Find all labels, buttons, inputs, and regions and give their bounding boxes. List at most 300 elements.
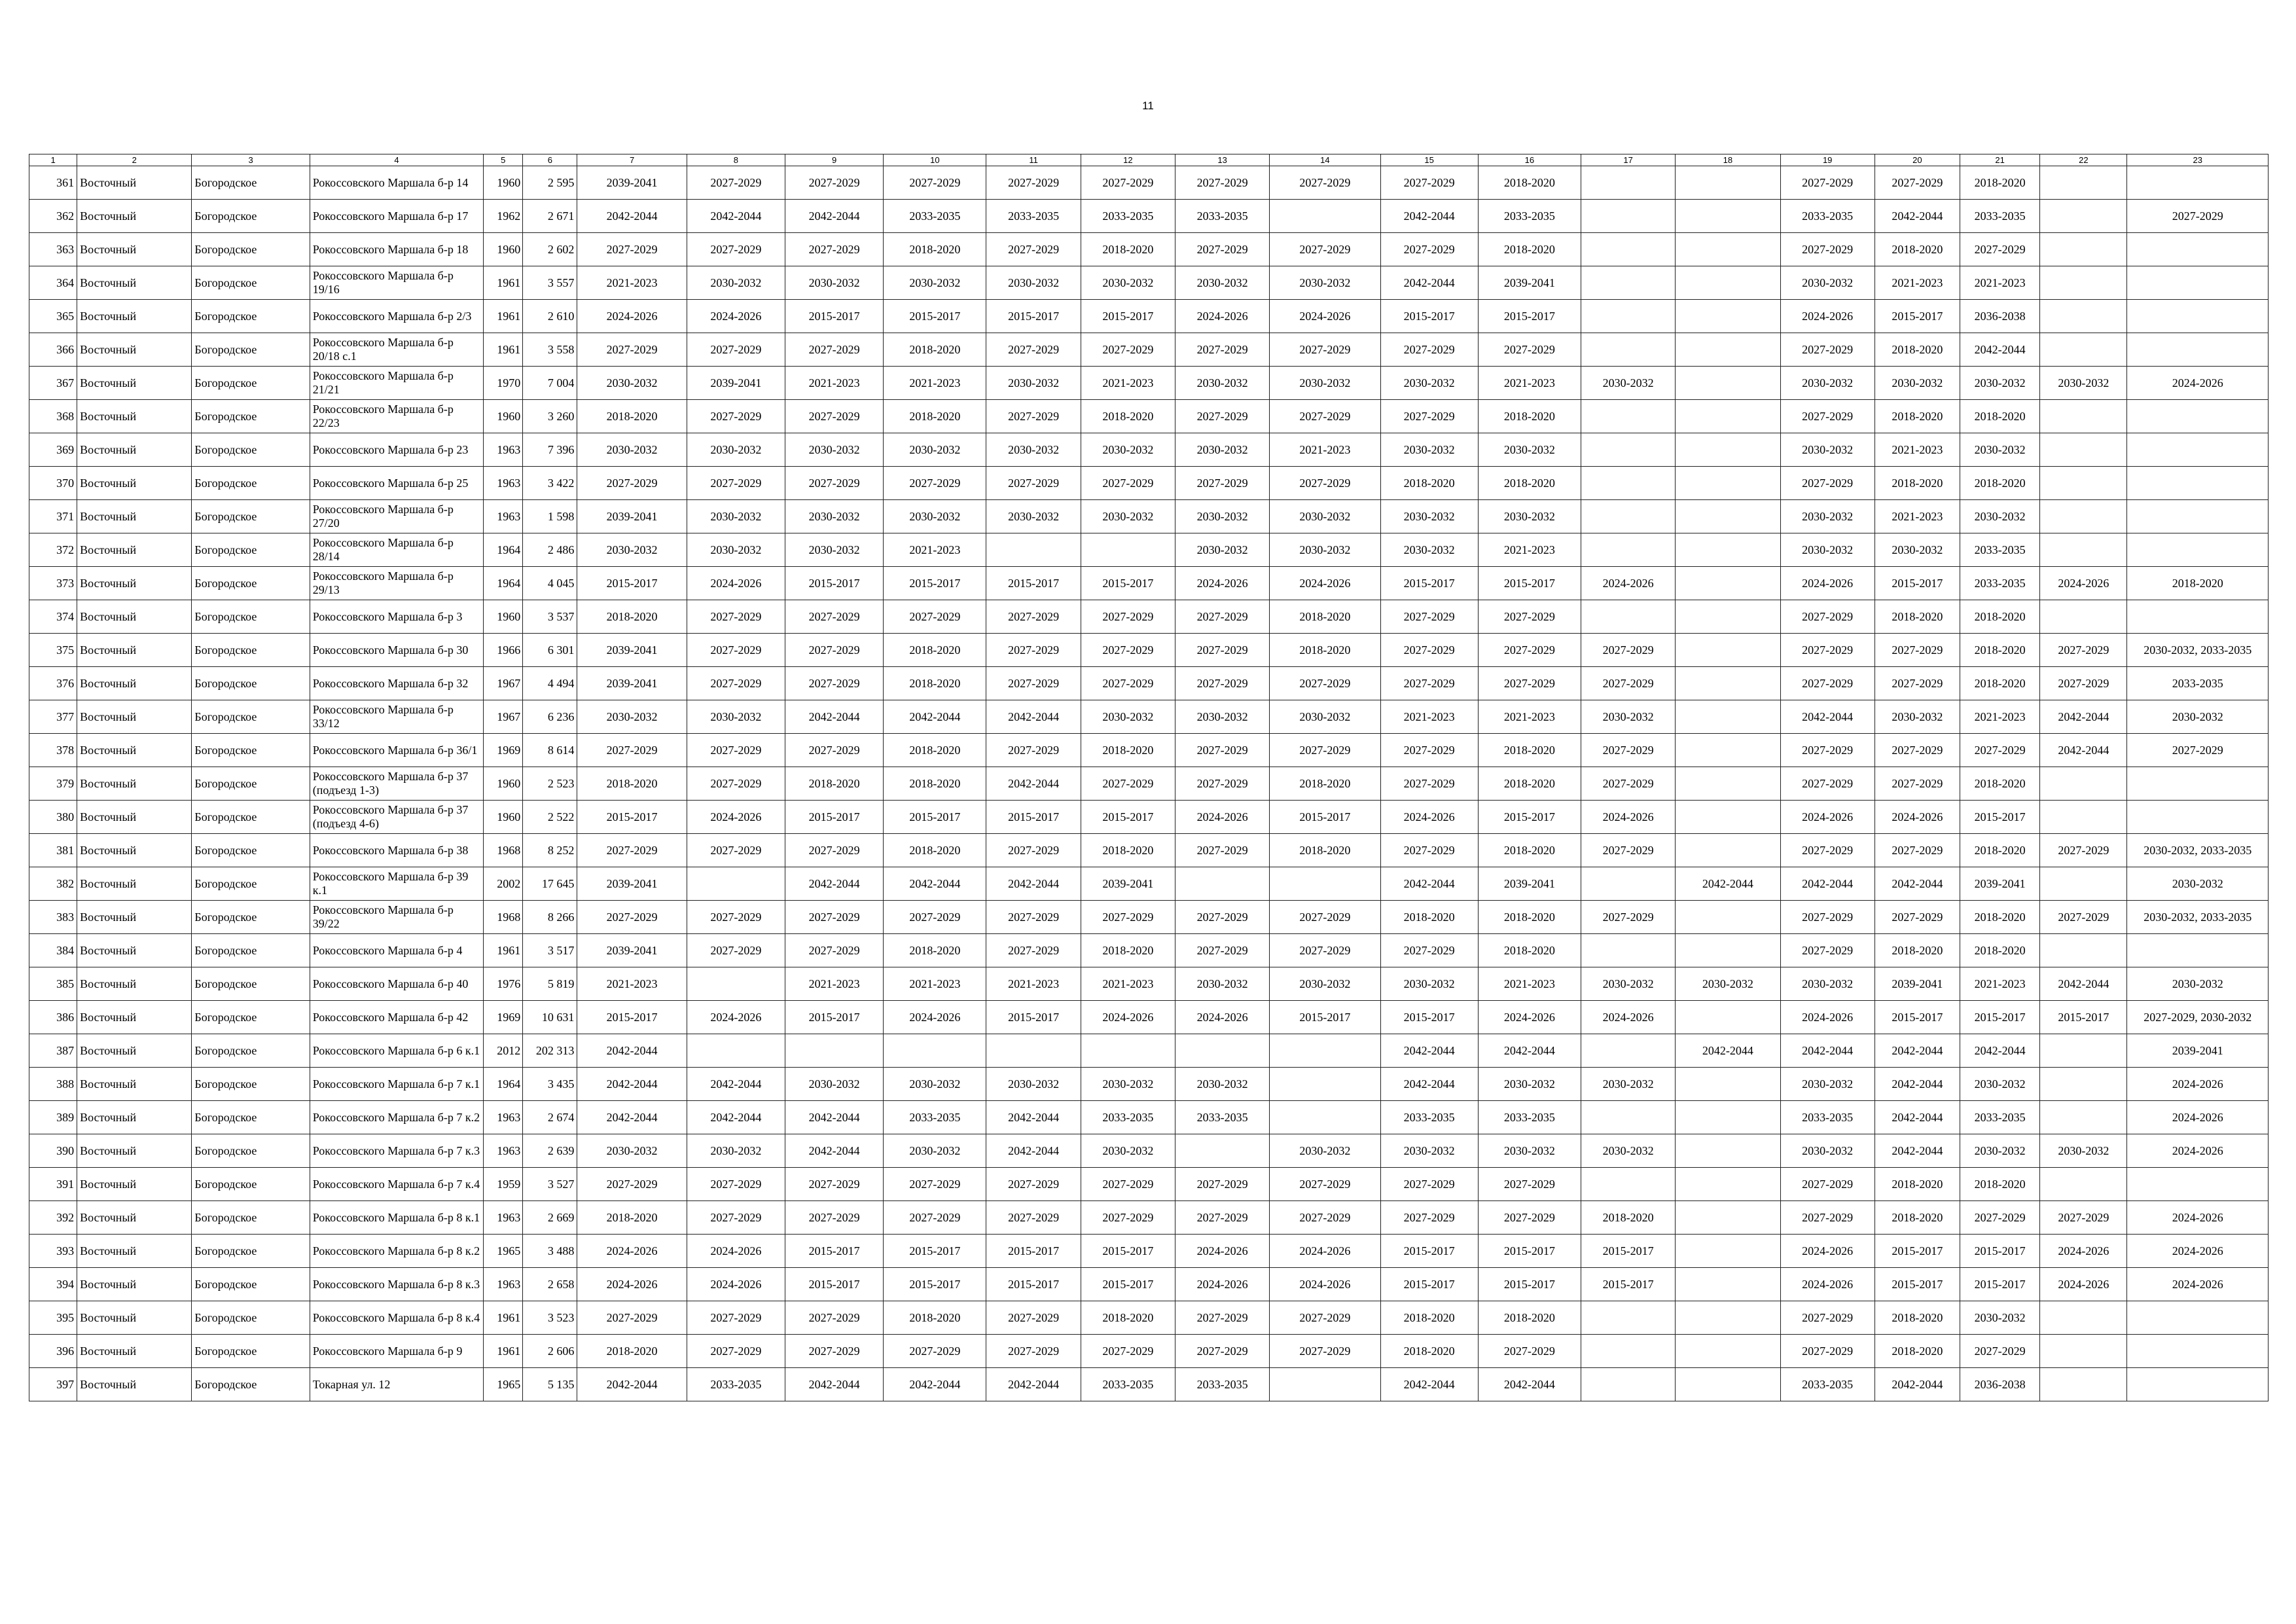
table-row: [29, 467, 2269, 500]
period-col-14-cell: [1270, 1101, 1380, 1134]
period-col-8-cell: 2027-2029: [687, 233, 785, 266]
period-col-7-cell: 2042-2044: [577, 1101, 687, 1134]
build-year-cell: 1962: [484, 200, 523, 233]
address-cell: Рокоссовского Маршала б-р 30: [310, 634, 483, 667]
address-cell: Рокоссовского Маршала б-р 7 к.4: [310, 1168, 483, 1201]
period-col-9-cell: 2015-2017: [785, 300, 883, 333]
area-name-cell: Богородское: [192, 1335, 310, 1368]
total-area-cell: 3 537: [523, 600, 577, 634]
period-col-12-cell: 2039-2041: [1081, 867, 1175, 901]
period-col-15-cell: 2027-2029: [1380, 767, 1478, 801]
period-col-7-cell: 2039-2041: [577, 634, 687, 667]
period-col-22-cell: [2040, 333, 2127, 367]
period-col-20-cell: 2015-2017: [1874, 1235, 1960, 1268]
district-cell: Восточный: [77, 200, 192, 233]
period-col-8-cell: 2024-2026: [687, 1001, 785, 1034]
area-name-cell: Богородское: [192, 634, 310, 667]
period-col-13-cell: 2027-2029: [1175, 1201, 1269, 1235]
period-col-14-cell: 2024-2026: [1270, 567, 1380, 600]
period-col-15-cell: 2024-2026: [1380, 801, 1478, 834]
period-col-22-cell: 2015-2017: [2040, 1001, 2127, 1034]
period-col-16-cell: 2042-2044: [1478, 1368, 1581, 1401]
table-row: [29, 433, 2269, 467]
area-name-cell: Богородское: [192, 700, 310, 734]
period-col-9-cell: 2021-2023: [785, 967, 883, 1001]
period-col-17-cell: 2027-2029: [1581, 634, 1676, 667]
build-year-cell: 1970: [484, 367, 523, 400]
period-col-22-cell: [2040, 400, 2127, 433]
period-col-8-cell: 2027-2029: [687, 734, 785, 767]
period-col-18-cell: [1676, 1335, 1780, 1368]
period-col-9-cell: 2015-2017: [785, 1235, 883, 1268]
area-name-cell: Богородское: [192, 1235, 310, 1268]
period-col-12-cell: 2027-2029: [1081, 667, 1175, 700]
period-col-18-cell: [1676, 801, 1780, 834]
period-col-9-cell: 2027-2029: [785, 901, 883, 934]
period-col-7-cell: 2027-2029: [577, 834, 687, 867]
period-col-9-cell: 2015-2017: [785, 1001, 883, 1034]
period-col-12-cell: 2027-2029: [1081, 333, 1175, 367]
row-number-cell: 388: [29, 1068, 77, 1101]
period-col-16-cell: 2033-2035: [1478, 200, 1581, 233]
period-col-12-cell: 2027-2029: [1081, 1335, 1175, 1368]
total-area-cell: 6 301: [523, 634, 577, 667]
period-col-21-cell: 2018-2020: [1960, 400, 2040, 433]
period-col-11-cell: 2027-2029: [986, 734, 1081, 767]
period-col-15-cell: 2030-2032: [1380, 1134, 1478, 1168]
period-col-19-cell: 2027-2029: [1780, 634, 1874, 667]
period-col-14-cell: 2027-2029: [1270, 166, 1380, 200]
period-col-21-cell: 2015-2017: [1960, 1268, 2040, 1301]
period-col-21-cell: 2027-2029: [1960, 1335, 2040, 1368]
period-col-18-cell: 2042-2044: [1676, 1034, 1780, 1068]
period-col-18-cell: [1676, 834, 1780, 867]
period-col-13-cell: 2024-2026: [1175, 801, 1269, 834]
period-col-20-cell: 2018-2020: [1874, 467, 1960, 500]
period-col-16-cell: 2027-2029: [1478, 333, 1581, 367]
row-number-cell: 384: [29, 934, 77, 967]
table-row: [29, 600, 2269, 634]
period-col-15-cell: 2042-2044: [1380, 200, 1478, 233]
period-col-19-cell: 2042-2044: [1780, 700, 1874, 734]
period-col-16-cell: 2015-2017: [1478, 567, 1581, 600]
period-col-16-cell: 2030-2032: [1478, 1068, 1581, 1101]
period-col-8-cell: [687, 967, 785, 1001]
period-col-13-cell: 2027-2029: [1175, 934, 1269, 967]
period-col-19-cell: 2042-2044: [1780, 867, 1874, 901]
period-col-22-cell: 2030-2032: [2040, 367, 2127, 400]
total-area-cell: 2 610: [523, 300, 577, 333]
period-col-12-cell: 2033-2035: [1081, 1368, 1175, 1401]
row-number-cell: 390: [29, 1134, 77, 1168]
schedule-table: [29, 154, 2269, 1401]
address-cell: Рокоссовского Маршала б-р 4: [310, 934, 483, 967]
table-row: [29, 200, 2269, 233]
total-area-cell: 8 266: [523, 901, 577, 934]
period-col-9-cell: 2030-2032: [785, 433, 883, 467]
period-col-19-cell: 2030-2032: [1780, 367, 1874, 400]
total-area-cell: 2 639: [523, 1134, 577, 1168]
row-number-cell: 368: [29, 400, 77, 433]
table-row: [29, 233, 2269, 266]
period-col-20-cell: 2027-2029: [1874, 767, 1960, 801]
area-name-cell: Богородское: [192, 367, 310, 400]
period-col-8-cell: 2027-2029: [687, 1301, 785, 1335]
period-col-13-cell: 2027-2029: [1175, 767, 1269, 801]
total-area-cell: 2 669: [523, 1201, 577, 1235]
period-col-16-cell: 2027-2029: [1478, 667, 1581, 700]
period-col-20-cell: 2027-2029: [1874, 634, 1960, 667]
period-col-13-cell: 2027-2029: [1175, 400, 1269, 433]
area-name-cell: Богородское: [192, 1101, 310, 1134]
period-col-21-cell: 2015-2017: [1960, 1235, 2040, 1268]
period-col-21-cell: 2018-2020: [1960, 600, 2040, 634]
period-col-15-cell: 2027-2029: [1380, 667, 1478, 700]
page-number: 11: [1142, 99, 1154, 112]
period-col-16-cell: 2021-2023: [1478, 967, 1581, 1001]
period-col-7-cell: 2030-2032: [577, 700, 687, 734]
row-number-cell: 397: [29, 1368, 77, 1401]
period-col-9-cell: 2027-2029: [785, 1335, 883, 1368]
period-col-19-cell: 2027-2029: [1780, 767, 1874, 801]
period-col-20-cell: 2015-2017: [1874, 1001, 1960, 1034]
period-col-22-cell: 2042-2044: [2040, 700, 2127, 734]
period-col-14-cell: [1270, 1368, 1380, 1401]
period-col-17-cell: [1581, 333, 1676, 367]
period-col-12-cell: 2018-2020: [1081, 834, 1175, 867]
build-year-cell: 1963: [484, 500, 523, 533]
period-col-11-cell: 2030-2032: [986, 433, 1081, 467]
period-col-20-cell: 2018-2020: [1874, 1168, 1960, 1201]
address-cell: Рокоссовского Маршала б-р 39/22: [310, 901, 483, 934]
district-cell: Восточный: [77, 166, 192, 200]
period-col-9-cell: 2042-2044: [785, 1368, 883, 1401]
period-col-17-cell: 2030-2032: [1581, 1068, 1676, 1101]
period-col-17-cell: [1581, 1168, 1676, 1201]
period-col-22-cell: 2030-2032: [2040, 1134, 2127, 1168]
area-name-cell: Богородское: [192, 467, 310, 500]
table-row: [29, 333, 2269, 367]
area-name-cell: Богородское: [192, 300, 310, 333]
area-name-cell: Богородское: [192, 1034, 310, 1068]
period-col-7-cell: 2021-2023: [577, 266, 687, 300]
period-col-9-cell: 2027-2029: [785, 166, 883, 200]
period-col-20-cell: 2042-2044: [1874, 200, 1960, 233]
period-col-8-cell: 2027-2029: [687, 901, 785, 934]
address-cell: Рокоссовского Маршала б-р 19/16: [310, 266, 483, 300]
period-col-7-cell: 2015-2017: [577, 1001, 687, 1034]
period-col-12-cell: 2018-2020: [1081, 1301, 1175, 1335]
period-col-18-cell: [1676, 901, 1780, 934]
district-cell: Восточный: [77, 1101, 192, 1134]
period-col-9-cell: 2042-2044: [785, 1101, 883, 1134]
period-col-11-cell: [986, 1034, 1081, 1068]
period-col-23-cell: 2024-2026: [2127, 367, 2269, 400]
district-cell: Восточный: [77, 934, 192, 967]
period-col-15-cell: 2027-2029: [1380, 400, 1478, 433]
column-number-16: 16: [1478, 154, 1581, 166]
row-number-cell: 379: [29, 767, 77, 801]
period-col-22-cell: [2040, 500, 2127, 533]
period-col-12-cell: 2030-2032: [1081, 266, 1175, 300]
period-col-22-cell: 2024-2026: [2040, 567, 2127, 600]
period-col-23-cell: [2127, 1301, 2269, 1335]
period-col-9-cell: 2030-2032: [785, 533, 883, 567]
period-col-19-cell: 2030-2032: [1780, 1068, 1874, 1101]
period-col-14-cell: 2030-2032: [1270, 266, 1380, 300]
row-number-cell: 374: [29, 600, 77, 634]
column-number-4: 4: [310, 154, 483, 166]
period-col-14-cell: 2030-2032: [1270, 367, 1380, 400]
period-col-19-cell: 2027-2029: [1780, 667, 1874, 700]
period-col-17-cell: 2027-2029: [1581, 834, 1676, 867]
period-col-16-cell: 2018-2020: [1478, 400, 1581, 433]
column-number-3: 3: [192, 154, 310, 166]
total-area-cell: 2 658: [523, 1268, 577, 1301]
period-col-14-cell: 2021-2023: [1270, 433, 1380, 467]
period-col-13-cell: 2027-2029: [1175, 667, 1269, 700]
period-col-20-cell: 2027-2029: [1874, 901, 1960, 934]
row-number-cell: 380: [29, 801, 77, 834]
period-col-18-cell: [1676, 533, 1780, 567]
period-col-20-cell: 2021-2023: [1874, 266, 1960, 300]
period-col-11-cell: 2027-2029: [986, 1335, 1081, 1368]
column-number-7: 7: [577, 154, 687, 166]
period-col-22-cell: 2027-2029: [2040, 834, 2127, 867]
period-col-20-cell: 2021-2023: [1874, 500, 1960, 533]
address-cell: Рокоссовского Маршала б-р 23: [310, 433, 483, 467]
period-col-19-cell: 2027-2029: [1780, 1301, 1874, 1335]
address-cell: Рокоссовского Маршала б-р 8 к.3: [310, 1268, 483, 1301]
period-col-21-cell: 2033-2035: [1960, 533, 2040, 567]
column-number-10: 10: [884, 154, 986, 166]
table-row: [29, 400, 2269, 433]
area-name-cell: Богородское: [192, 867, 310, 901]
period-col-14-cell: 2030-2032: [1270, 967, 1380, 1001]
column-number-15: 15: [1380, 154, 1478, 166]
address-cell: Рокоссовского Маршала б-р 21/21: [310, 367, 483, 400]
period-col-18-cell: [1676, 433, 1780, 467]
period-col-23-cell: 2024-2026: [2127, 1235, 2269, 1268]
table-row: [29, 901, 2269, 934]
period-col-21-cell: 2030-2032: [1960, 500, 2040, 533]
period-col-13-cell: 2027-2029: [1175, 1301, 1269, 1335]
district-cell: Восточный: [77, 967, 192, 1001]
period-col-10-cell: 2015-2017: [884, 1235, 986, 1268]
period-col-18-cell: [1676, 1268, 1780, 1301]
period-col-12-cell: 2033-2035: [1081, 1101, 1175, 1134]
period-col-15-cell: 2030-2032: [1380, 367, 1478, 400]
period-col-16-cell: 2018-2020: [1478, 233, 1581, 266]
period-col-18-cell: [1676, 1068, 1780, 1101]
period-col-19-cell: 2027-2029: [1780, 1201, 1874, 1235]
period-col-15-cell: 2018-2020: [1380, 1335, 1478, 1368]
period-col-15-cell: 2030-2032: [1380, 433, 1478, 467]
period-col-23-cell: 2024-2026: [2127, 1268, 2269, 1301]
district-cell: Восточный: [77, 333, 192, 367]
period-col-18-cell: [1676, 1301, 1780, 1335]
period-col-23-cell: 2030-2032, 2033-2035: [2127, 634, 2269, 667]
period-col-11-cell: [986, 533, 1081, 567]
period-col-15-cell: 2030-2032: [1380, 967, 1478, 1001]
period-col-21-cell: 2030-2032: [1960, 1068, 2040, 1101]
period-col-18-cell: [1676, 467, 1780, 500]
period-col-9-cell: 2042-2044: [785, 700, 883, 734]
period-col-11-cell: 2021-2023: [986, 967, 1081, 1001]
period-col-11-cell: 2027-2029: [986, 1301, 1081, 1335]
period-col-21-cell: 2015-2017: [1960, 1001, 2040, 1034]
period-col-20-cell: 2018-2020: [1874, 934, 1960, 967]
period-col-17-cell: [1581, 233, 1676, 266]
column-number-20: 20: [1874, 154, 1960, 166]
period-col-16-cell: 2021-2023: [1478, 533, 1581, 567]
period-col-13-cell: 2030-2032: [1175, 500, 1269, 533]
row-number-cell: 365: [29, 300, 77, 333]
period-col-21-cell: 2018-2020: [1960, 767, 2040, 801]
period-col-17-cell: 2018-2020: [1581, 1201, 1676, 1235]
period-col-20-cell: 2042-2044: [1874, 1068, 1960, 1101]
period-col-16-cell: 2042-2044: [1478, 1034, 1581, 1068]
period-col-12-cell: 2015-2017: [1081, 300, 1175, 333]
period-col-16-cell: 2018-2020: [1478, 767, 1581, 801]
period-col-18-cell: [1676, 634, 1780, 667]
period-col-11-cell: 2027-2029: [986, 901, 1081, 934]
row-number-cell: 370: [29, 467, 77, 500]
row-number-cell: 381: [29, 834, 77, 867]
period-col-18-cell: [1676, 734, 1780, 767]
period-col-20-cell: 2018-2020: [1874, 1301, 1960, 1335]
period-col-10-cell: 2027-2029: [884, 467, 986, 500]
period-col-16-cell: 2018-2020: [1478, 901, 1581, 934]
row-number-cell: 364: [29, 266, 77, 300]
address-cell: Рокоссовского Маршала б-р 20/18 с.1: [310, 333, 483, 367]
period-col-9-cell: 2018-2020: [785, 767, 883, 801]
period-col-15-cell: 2018-2020: [1380, 901, 1478, 934]
period-col-22-cell: 2042-2044: [2040, 734, 2127, 767]
period-col-9-cell: 2027-2029: [785, 734, 883, 767]
table-row: [29, 1001, 2269, 1034]
period-col-7-cell: 2018-2020: [577, 1335, 687, 1368]
total-area-cell: 2 602: [523, 233, 577, 266]
period-col-10-cell: 2042-2044: [884, 867, 986, 901]
period-col-11-cell: 2027-2029: [986, 1168, 1081, 1201]
table-row: [29, 266, 2269, 300]
period-col-23-cell: [2127, 266, 2269, 300]
period-col-21-cell: 2021-2023: [1960, 266, 2040, 300]
period-col-23-cell: [2127, 1335, 2269, 1368]
period-col-14-cell: 2027-2029: [1270, 667, 1380, 700]
period-col-8-cell: 2030-2032: [687, 533, 785, 567]
column-number-18: 18: [1676, 154, 1780, 166]
district-cell: Восточный: [77, 767, 192, 801]
period-col-23-cell: [2127, 166, 2269, 200]
table-row: [29, 567, 2269, 600]
period-col-7-cell: 2018-2020: [577, 600, 687, 634]
total-area-cell: 202 313: [523, 1034, 577, 1068]
total-area-cell: 3 488: [523, 1235, 577, 1268]
period-col-18-cell: [1676, 1168, 1780, 1201]
period-col-15-cell: 2018-2020: [1380, 1301, 1478, 1335]
period-col-9-cell: 2021-2023: [785, 367, 883, 400]
build-year-cell: 1961: [484, 266, 523, 300]
area-name-cell: Богородское: [192, 500, 310, 533]
table-row: [29, 300, 2269, 333]
period-col-8-cell: 2042-2044: [687, 1101, 785, 1134]
period-col-13-cell: 2024-2026: [1175, 567, 1269, 600]
period-col-20-cell: 2039-2041: [1874, 967, 1960, 1001]
period-col-23-cell: [2127, 533, 2269, 567]
period-col-16-cell: 2030-2032: [1478, 1134, 1581, 1168]
district-cell: Восточный: [77, 600, 192, 634]
period-col-12-cell: 2024-2026: [1081, 1001, 1175, 1034]
period-col-8-cell: 2030-2032: [687, 1134, 785, 1168]
period-col-7-cell: 2042-2044: [577, 200, 687, 233]
period-col-17-cell: 2027-2029: [1581, 734, 1676, 767]
period-col-11-cell: 2027-2029: [986, 467, 1081, 500]
period-col-14-cell: 2024-2026: [1270, 300, 1380, 333]
period-col-15-cell: 2027-2029: [1380, 634, 1478, 667]
period-col-15-cell: 2018-2020: [1380, 467, 1478, 500]
period-col-10-cell: 2018-2020: [884, 834, 986, 867]
period-col-13-cell: 2027-2029: [1175, 467, 1269, 500]
total-area-cell: 2 595: [523, 166, 577, 200]
district-cell: Восточный: [77, 700, 192, 734]
period-col-13-cell: 2027-2029: [1175, 634, 1269, 667]
period-col-14-cell: 2018-2020: [1270, 600, 1380, 634]
period-col-13-cell: 2033-2035: [1175, 1101, 1269, 1134]
period-col-12-cell: 2015-2017: [1081, 801, 1175, 834]
period-col-20-cell: 2018-2020: [1874, 1201, 1960, 1235]
table-row: [29, 1034, 2269, 1068]
table-row: [29, 1068, 2269, 1101]
period-col-17-cell: [1581, 433, 1676, 467]
period-col-23-cell: 2039-2041: [2127, 1034, 2269, 1068]
build-year-cell: 1963: [484, 1101, 523, 1134]
period-col-7-cell: 2018-2020: [577, 1201, 687, 1235]
table-row: [29, 934, 2269, 967]
period-col-23-cell: 2024-2026: [2127, 1068, 2269, 1101]
period-col-17-cell: [1581, 200, 1676, 233]
build-year-cell: 1963: [484, 1201, 523, 1235]
period-col-21-cell: 2030-2032: [1960, 367, 2040, 400]
period-col-19-cell: 2024-2026: [1780, 1268, 1874, 1301]
period-col-14-cell: 2030-2032: [1270, 1134, 1380, 1168]
row-number-cell: 361: [29, 166, 77, 200]
address-cell: Рокоссовского Маршала б-р 8 к.1: [310, 1201, 483, 1235]
table-row: [29, 1168, 2269, 1201]
district-cell: Восточный: [77, 1335, 192, 1368]
build-year-cell: 1967: [484, 667, 523, 700]
period-col-14-cell: 2018-2020: [1270, 767, 1380, 801]
period-col-12-cell: 2027-2029: [1081, 1201, 1175, 1235]
address-cell: Рокоссовского Маршала б-р 7 к.2: [310, 1101, 483, 1134]
address-cell: Рокоссовского Маршала б-р 38: [310, 834, 483, 867]
period-col-14-cell: 2027-2029: [1270, 934, 1380, 967]
period-col-10-cell: [884, 1034, 986, 1068]
period-col-11-cell: 2027-2029: [986, 634, 1081, 667]
period-col-15-cell: 2027-2029: [1380, 834, 1478, 867]
period-col-10-cell: 2018-2020: [884, 333, 986, 367]
period-col-19-cell: 2027-2029: [1780, 400, 1874, 433]
period-col-10-cell: 2015-2017: [884, 567, 986, 600]
district-cell: Восточный: [77, 233, 192, 266]
period-col-12-cell: 2027-2029: [1081, 166, 1175, 200]
address-cell: Рокоссовского Маршала б-р 18: [310, 233, 483, 266]
period-col-23-cell: 2018-2020: [2127, 567, 2269, 600]
period-col-19-cell: 2027-2029: [1780, 233, 1874, 266]
district-cell: Восточный: [77, 1034, 192, 1068]
period-col-12-cell: 2030-2032: [1081, 700, 1175, 734]
